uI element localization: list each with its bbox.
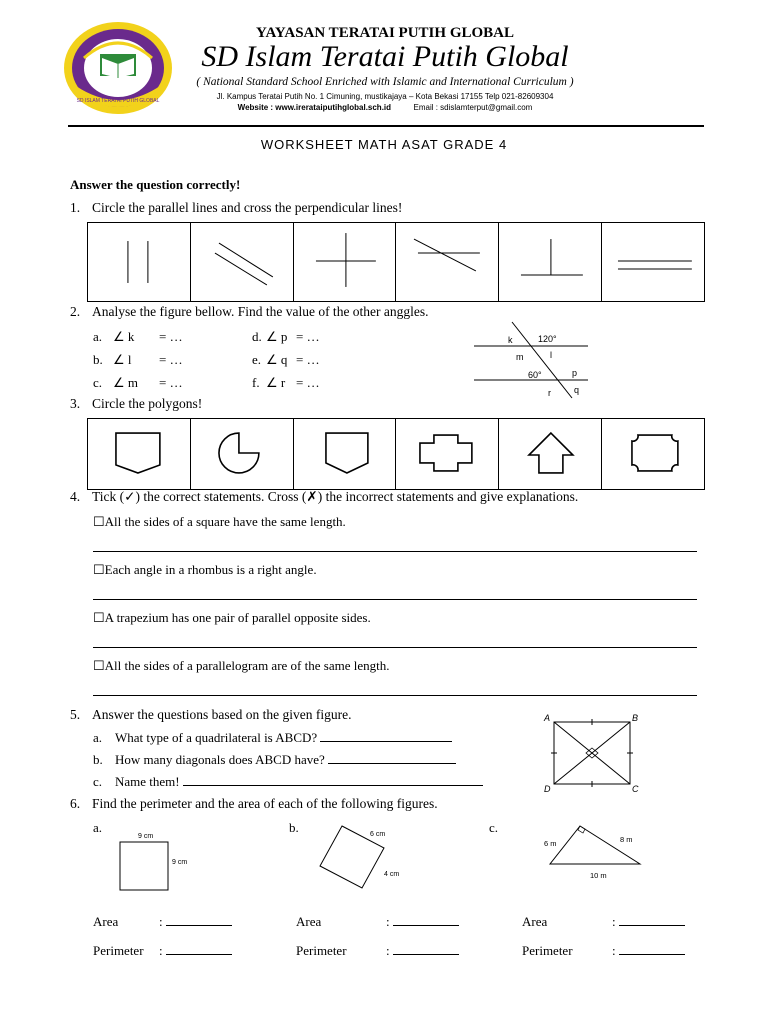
label-120: 120°: [538, 334, 557, 344]
perimeter-a-answer[interactable]: [166, 943, 232, 955]
svg-text:10 m: 10 m: [590, 871, 607, 880]
area-c-answer[interactable]: [619, 914, 685, 926]
statement-2[interactable]: ☐Each angle in a rhombus is a right angle.: [93, 562, 317, 577]
shape-pentagon-cell[interactable]: [88, 419, 191, 489]
perimeter-c-answer[interactable]: [619, 943, 685, 955]
figure-b-rectangle: [310, 822, 420, 894]
school-tagline: ( National Standard School Enriched with Islamic and International Curriculum ): [196, 76, 574, 88]
header-divider: [68, 125, 704, 127]
school-email[interactable]: Email : sdislamterput@gmail.com: [413, 103, 533, 112]
q5-answer-b[interactable]: [328, 752, 456, 764]
svg-text:6 cm: 6 cm: [370, 831, 386, 838]
perimeter-c: Perimeter :: [522, 943, 685, 959]
figure-a-square: [110, 826, 200, 894]
shape-arrow-cell[interactable]: [499, 419, 602, 489]
statement-4[interactable]: ☐All the sides of a parallelogram are of the same length.: [93, 658, 390, 673]
area-b: Area :: [296, 914, 459, 930]
q2-item-b: b. ∠ l = …: [93, 352, 183, 367]
vertex-A: A: [544, 713, 551, 723]
perimeter-b: Perimeter :: [296, 943, 459, 959]
logo-text: SD ISLAM TERATAI PUTIH GLOBAL: [76, 98, 160, 104]
answer-line-3[interactable]: [93, 647, 697, 648]
vertex-B: B: [632, 713, 639, 723]
label-m: m: [516, 352, 524, 362]
figure-b-letter: b.: [289, 820, 299, 835]
q2-item-f: f. ∠ r = …: [252, 375, 320, 390]
question-2: 2. Analyse the figure bellow. Find the value of the other anggles.: [70, 304, 429, 319]
question-5: 5. Answer the questions based on the given figure.: [70, 707, 352, 722]
school-contact: [140, 103, 630, 112]
q5-answer-a[interactable]: [320, 730, 452, 742]
label-60: 60°: [528, 370, 542, 380]
question-3: 3. Circle the polygons!: [70, 396, 203, 411]
lines-cell-5[interactable]: [499, 223, 602, 301]
q5-item-b: b. How many diagonals does ABCD have?: [93, 752, 456, 768]
answer-line-1[interactable]: [93, 551, 697, 552]
lines-row: [87, 222, 705, 302]
label-q: q: [574, 385, 580, 395]
answer-line-4[interactable]: [93, 695, 697, 696]
label-k: k: [508, 335, 513, 345]
figure-a-letter: a.: [93, 820, 103, 835]
foundation-name: YAYASAN TERATAI PUTIH GLOBAL: [256, 25, 514, 41]
lines-cell-3[interactable]: [294, 223, 397, 301]
shape-octagon-cell[interactable]: [602, 419, 704, 489]
polygons-row: [87, 418, 705, 490]
question-6: 6. Find the perimeter and the area of each of the following figures.: [70, 796, 438, 811]
answer-line-2[interactable]: [93, 599, 697, 600]
label-l: l: [550, 350, 552, 360]
lines-cell-1[interactable]: [88, 223, 191, 301]
svg-text:9 cm: 9 cm: [172, 859, 188, 866]
school-name: SD Islam Teratai Putih Global: [201, 40, 569, 73]
label-r: r: [548, 388, 551, 398]
statement-3[interactable]: ☐A trapezium has one pair of parallel opposite sides.: [93, 610, 371, 625]
question-4: 4. Tick (✓) the correct statements. Cross (✗) the incorrect statements and give explanations.: [70, 489, 579, 504]
svg-text:4 cm: 4 cm: [384, 871, 400, 878]
vertex-D: D: [544, 784, 551, 794]
q5-answer-c[interactable]: [183, 774, 483, 786]
label-p: p: [572, 368, 578, 378]
figure-c-letter: c.: [489, 820, 499, 835]
svg-text:6 m: 6 m: [544, 839, 557, 848]
question-1: 1. Circle the parallel lines and cross the perpendicular lines!: [70, 200, 403, 215]
svg-text:9 cm: 9 cm: [138, 833, 154, 840]
lines-cell-2[interactable]: [191, 223, 294, 301]
statement-1[interactable]: ☐All the sides of a square have the same length.: [93, 514, 346, 529]
lines-cell-4[interactable]: [396, 223, 499, 301]
q5-item-c: c. Name them!: [93, 774, 483, 790]
q2-item-d: d. ∠ p = …: [252, 329, 320, 344]
angles-figure: [470, 318, 610, 400]
lines-cell-6[interactable]: [602, 223, 704, 301]
perimeter-a: Perimeter :: [93, 943, 232, 959]
svg-text:8 m: 8 m: [620, 835, 633, 844]
area-c: Area :: [522, 914, 685, 930]
figure-c-triangle: [536, 822, 656, 886]
shape-cross-cell[interactable]: [396, 419, 499, 489]
area-b-answer[interactable]: [393, 914, 459, 926]
q5-item-a: a. What type of a quadrilateral is ABCD?: [93, 730, 452, 746]
instruction: Answer the question correctly!: [70, 177, 241, 192]
school-website[interactable]: Website : www.irerataiputihglobal.sch.id: [237, 103, 392, 112]
area-a-answer[interactable]: [166, 914, 232, 926]
area-a: Area :: [93, 914, 232, 930]
q2-item-a: a. ∠ k = …: [93, 329, 183, 344]
q2-item-c: c. ∠ m = …: [93, 375, 183, 390]
perimeter-b-answer[interactable]: [393, 943, 459, 955]
square-abcd-figure: [540, 712, 640, 794]
worksheet-title: WORKSHEET MATH ASAT GRADE 4: [260, 137, 508, 152]
school-address: Jl. Kampus Teratai Putih No. 1 Cimuning, mustikajaya – Kota Bekasi 17155 Telp 021-82609304: [216, 92, 554, 101]
shape-shield-cell[interactable]: [294, 419, 397, 489]
vertex-C: C: [632, 784, 639, 794]
q2-item-e: e. ∠ q = …: [252, 352, 320, 367]
shape-sector-cell[interactable]: [191, 419, 294, 489]
